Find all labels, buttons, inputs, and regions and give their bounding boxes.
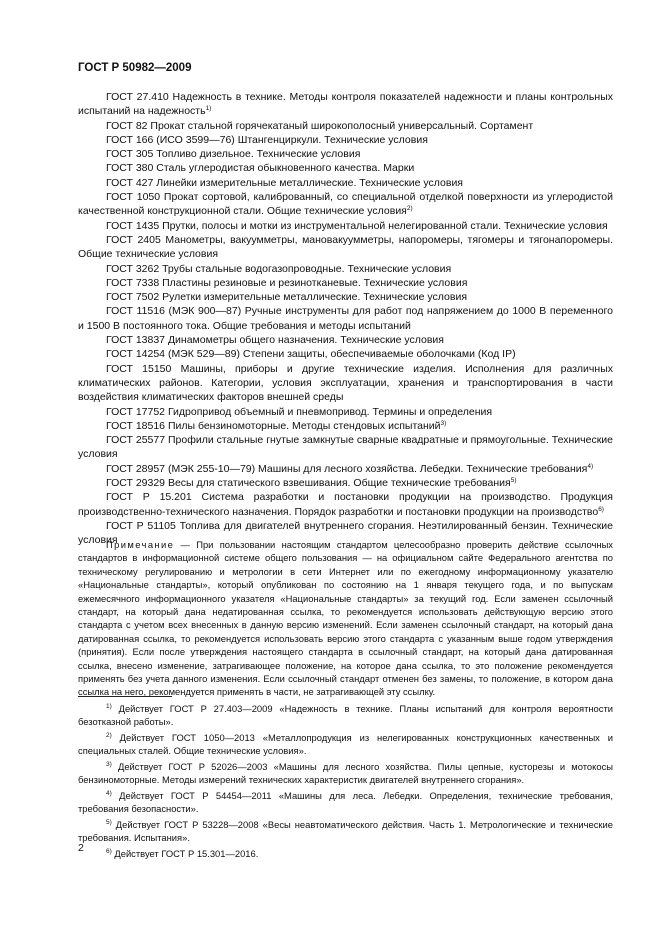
reference-item: ГОСТ Р 51105 Топлива для двигателей внутреннего сгорания. Неэтилированный бензин. Технические условия — [78, 519, 613, 547]
footnote-item: $^{1)}$ Действует ГОСТ Р 27.403—2009 «Надежность в технике. Планы испытаний для контроля вероятности безотказной работы». — [78, 703, 613, 727]
normative-references-list — [78, 90, 613, 548]
reference-item: ГОСТ 1435 Прутки, полосы и мотки из инструментальной нелегированной стали. Технические условия — [106, 219, 608, 232]
reference-item: ГОСТ 25577 Профили стальные гнутые замкнутые сварные квадратные и прямоугольные. Технические условия — [78, 434, 613, 461]
footnotes-list — [78, 702, 613, 863]
reference-item: ГОСТ 305 Топливо дизельное. Технические условия — [106, 148, 361, 161]
footnote-divider — [78, 696, 172, 697]
page-header: ГОСТ Р 50982—2009 — [78, 62, 192, 74]
reference-item: ГОСТ 7502 Рулетки измерительные металлические. Технические условия — [106, 291, 468, 304]
footnote-item: $^{4)}$ Действует ГОСТ Р 54454—2011 «Машины для леса. Лебедки. Определения, технические требования, требования безопасности». — [78, 790, 613, 814]
reference-item: ГОСТ 13837 Динамометры общего назначения. Технические условия — [106, 334, 444, 347]
page-number: 2 — [78, 842, 84, 854]
reference-item: ГОСТ 28957 (МЭК 255-10—79) Машины для лесного хозяйства. Лебедки. Технические требования$^{4)}$ — [106, 462, 594, 475]
footnote-item: $^{5)}$ Действует ГОСТ Р 53228—2008 «Весы неавтоматического действия. Часть 1. Метрологические и технические требования. Испытания». — [78, 819, 613, 843]
reference-item: ГОСТ 27.410 Надежность в технике. Методы контроля показателей надежности и планы контрольных испытаний на надежность$^{1)}$ — [78, 91, 613, 118]
note-paragraph — [78, 538, 613, 699]
footnote-item: $^{6)}$ Действует ГОСТ Р 15.301—2016. — [106, 848, 259, 859]
reference-item: ГОСТ Р 15.201 Система разработки и постановки продукции на производство. Продукция производственно-технического назначения. Порядок разработки и постановки продукции на производство$^{6)}$ — [78, 491, 613, 518]
reference-item: ГОСТ 29329 Весы для статического взвешивания. Общие технические требования$^{5)}$ — [106, 477, 517, 490]
reference-item: ГОСТ 14254 (МЭК 529—89) Степени защиты, обеспечиваемые оболочками (Код IP) — [106, 348, 516, 361]
footnote-item: $^{2)}$ Действует ГОСТ 1050—2013 «Металлопродукция из нелегированных конструкционных качественных и специальных сталей. Общие технические условия». — [78, 732, 613, 756]
note-label: Примечание — [106, 539, 175, 550]
reference-item: ГОСТ 3262 Трубы стальные водогазопроводные. Технические условия — [106, 262, 452, 275]
reference-item: ГОСТ 2405 Манометры, вакуумметры, мановакуумметры, напоромеры, тягомеры и тягонапоромеры. Общие технические условия — [78, 233, 613, 261]
note-text: — При пользовании настоящим стандартом целесообразно проверить действие ссылочных стандартов в информационной системе общего пользования — на официальном сайте Федерального агентства по техническому регулированию и метрологии в сети Интернет или по ежегодному информационному указателю «Национальные стандарты», который опубликован по состоянию на 1 января текущего года, и по выпускам ежемесячного информационного указателя «Национальные стандарты» за текущий год. Если заменен ссылочный стандарт, на который дана недатированная ссылка, то рекомендуется использовать действующую версию этого стандарта с учетом всех внесенных в данную версию изменений. Если заменен ссылочный стандарт, на который дана датированная ссылка, то рекомендуется использовать версию этого стандарта с указанным выше годом утверждения (принятия). Если после утверждения настоящего стандарта в ссылочный стандарт, на который дана датированная ссылка, внесено изменение, затрагивающее положение, на которое дана ссылка, то это положение рекомендуется применять без учета данного изменения. Если ссылочный стандарт отменен без замены, то положение, в котором дана ссылка на него, рекомендуется применять в части, не затрагивающей эту ссылку. — [78, 539, 613, 698]
reference-item: ГОСТ 17752 Гидропривод объемный и пневмопривод. Термины и определения — [106, 405, 493, 418]
reference-item: ГОСТ 380 Сталь углеродистая обыкновенного качества. Марки — [106, 162, 415, 175]
reference-item: ГОСТ 82 Прокат стальной горячекатаный широкополосный универсальный. Сортамент — [106, 119, 534, 132]
footnote-item: $^{3)}$ Действует ГОСТ Р 52026—2003 «Машины для лесного хозяйства. Пилы цепные, кусторезы и мотокосы бензиномоторные. Методы измерений технических характеристик двигателей внутреннего сгорания». — [78, 761, 613, 785]
reference-item: ГОСТ 15150 Машины, приборы и другие технические изделия. Исполнения для различных климатических районов. Категории, условия эксплуатации, хранения и транспортирования в части воздействия климатических факторов внешней среды — [78, 362, 613, 404]
reference-item: ГОСТ 1050 Прокат сортовой, калиброванный, со специальной отделкой поверхности из углеродистой качественной конструкционной стали. Общие технические условия$^{2)}$ — [78, 191, 613, 218]
reference-item: ГОСТ 11516 (МЭК 900—87) Ручные инструменты для работ под напряжением до 1000 В переменного и 1500 В постоянного тока. Общие требования и методы испытаний — [78, 305, 613, 332]
reference-item: ГОСТ 18516 Пилы бензиномоторные. Методы стендовых испытаний$^{3)}$ — [106, 419, 447, 432]
reference-item: ГОСТ 427 Линейки измерительные металлические. Технические условия — [106, 176, 463, 189]
reference-item: ГОСТ 7338 Пластины резиновые и резинотканевые. Технические условия — [106, 276, 468, 289]
reference-item: ГОСТ 166 (ИСО 3599—76) Штангенциркули. Технические условия — [106, 133, 428, 146]
